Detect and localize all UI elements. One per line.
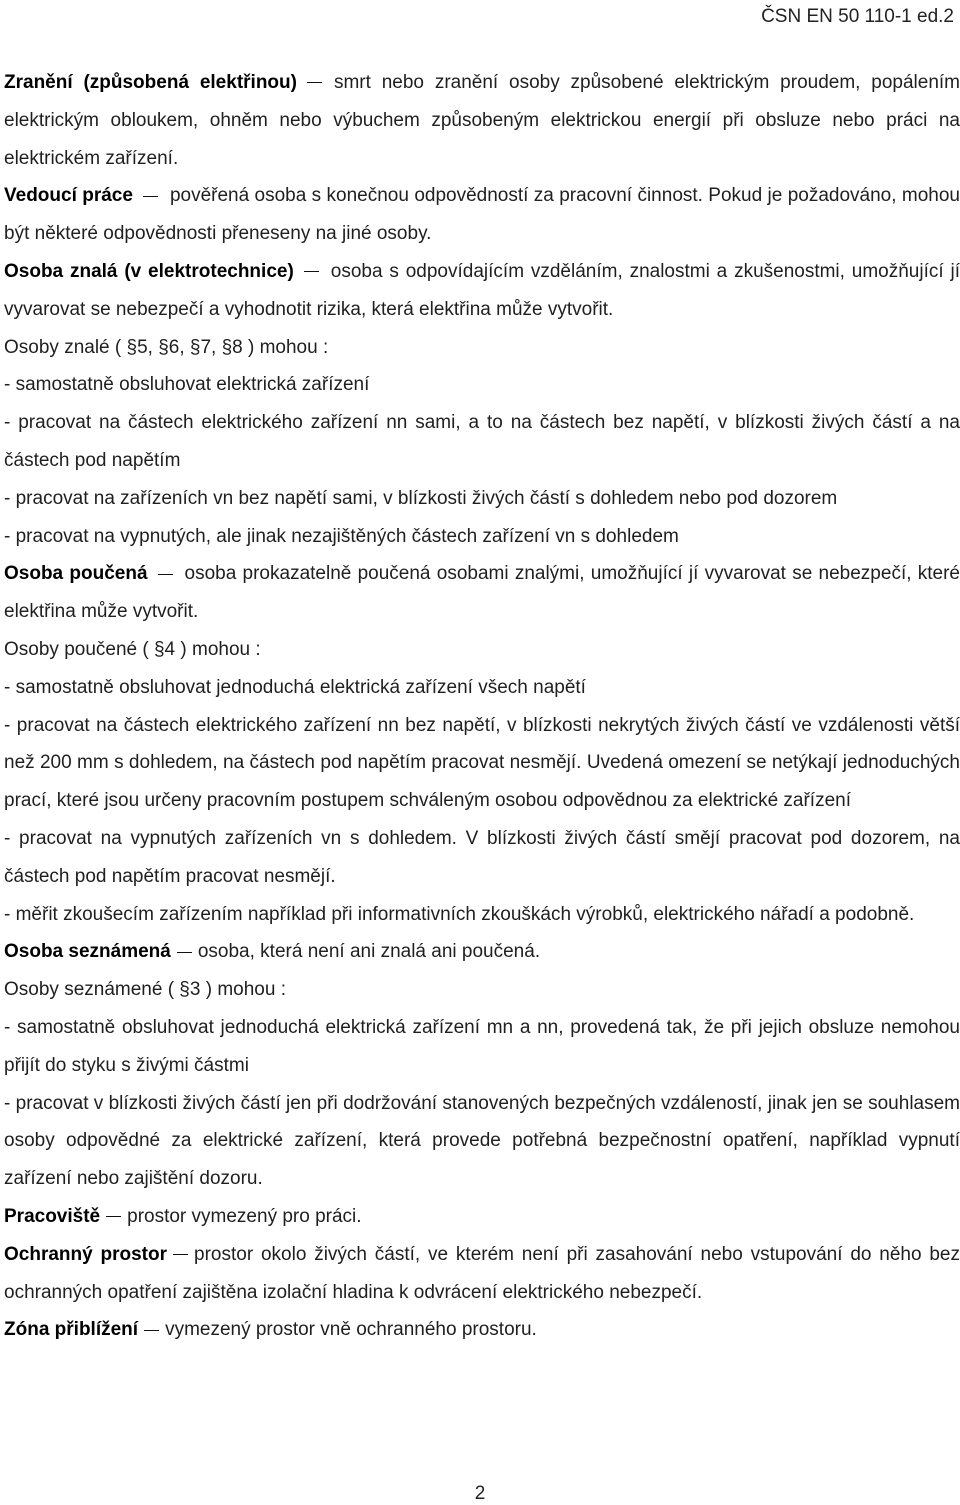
- em-dash-separator: [158, 574, 173, 575]
- text-paragraph: [4, 1085, 960, 1198]
- paragraph-text: prostor okolo živých částí, ve kterém není při zasahování nebo vstupování do něho bez ochranných opatření zajištěna izolační hladina k odvrácení elektrického nebezpečí.: [4, 1243, 960, 1303]
- definition-paragraph: [4, 933, 960, 971]
- paragraph-text: - měřit zkoušecím zařízením například při informativních zkouškách výrobků, elektrického nářadí a podobně.: [4, 903, 915, 925]
- paragraph-text: Osoby znalé ( §5, §6, §7, §8 ) mohou :: [4, 336, 329, 358]
- paragraph-text: - pracovat na vypnutých, ale jinak nezajištěných částech zařízení vn s dohledem: [4, 525, 679, 547]
- text-paragraph: [4, 1009, 960, 1085]
- paragraph-text: - samostatně obsluhovat jednoduchá elektrická zařízení mn a nn, provedená tak, že při jejich obsluze nemohou přijít do styku s živými částmi: [4, 1016, 960, 1076]
- paragraph-text: - pracovat na zařízeních vn bez napětí sami, v blízkosti živých částí s dohledem nebo pod dozorem: [4, 487, 838, 509]
- em-dash-separator: [106, 1216, 121, 1217]
- text-paragraph: [4, 971, 960, 1009]
- em-dash-separator: [144, 1330, 159, 1331]
- paragraph-text: pověřená osoba s konečnou odpovědností za pracovní činnost. Pokud je požadováno, mohou být některé odpovědnosti přeneseny na jiné osoby.: [4, 185, 960, 245]
- defined-term: Osoba znalá (v elektrotechnice): [4, 260, 294, 282]
- defined-term: Pracoviště: [4, 1205, 101, 1227]
- definition-paragraph: [4, 64, 960, 177]
- paragraph-text: osoba, která není ani znalá ani poučená.: [197, 941, 541, 963]
- em-dash-separator: [307, 82, 322, 83]
- text-paragraph: [4, 329, 960, 367]
- definition-paragraph: [4, 253, 960, 329]
- text-paragraph: [4, 820, 960, 896]
- paragraph-text: vymezený prostor vně ochranného prostoru.: [165, 1319, 537, 1341]
- text-paragraph: [4, 669, 960, 707]
- em-dash-separator: [173, 1254, 188, 1255]
- text-paragraph: [4, 518, 960, 556]
- em-dash-separator: [143, 196, 158, 197]
- text-paragraph: [4, 404, 960, 480]
- paragraph-text: Osoby poučené ( §4 ) mohou :: [4, 638, 261, 660]
- paragraph-text: - samostatně obsluhovat elektrická zařízení: [4, 374, 370, 396]
- text-paragraph: [4, 366, 960, 404]
- em-dash-separator: [177, 952, 192, 953]
- document-header: ČSN EN 50 110-1 ed.2: [761, 6, 954, 27]
- definition-paragraph: [4, 555, 960, 631]
- page-number: 2: [474, 1483, 486, 1504]
- paragraph-text: osoba s odpovídajícím vzděláním, znalostmi a zkušenostmi, umožňující jí vyvarovat se nebezpečí a vyhodnotit rizika, která elektřina může vytvořit.: [4, 260, 960, 320]
- text-paragraph: [4, 707, 960, 820]
- defined-term: Osoba seznámená: [4, 941, 171, 963]
- paragraph-text: Osoby seznámené ( §3 ) mohou :: [4, 979, 286, 1001]
- defined-term: Ochranný prostor: [4, 1243, 168, 1265]
- paragraph-text: osoba prokazatelně poučená osobami znalými, umožňující jí vyvarovat se nebezpečí, které elektřina může vytvořit.: [4, 563, 960, 623]
- paragraph-text: - samostatně obsluhovat jednoduchá elektrická zařízení všech napětí: [4, 676, 586, 698]
- defined-term: Vedoucí práce: [4, 185, 133, 207]
- text-paragraph: [4, 631, 960, 669]
- em-dash-separator: [304, 271, 319, 272]
- definition-paragraph: [4, 177, 960, 253]
- paragraph-text: - pracovat na částech elektrického zařízení nn sami, a to na částech bez napětí, v blízkosti živých částí a na částech pod napětím: [4, 412, 960, 471]
- definition-paragraph: [4, 1311, 960, 1349]
- definition-paragraph: [4, 1198, 960, 1236]
- defined-term: Zranění (způsobená elektřinou): [4, 72, 297, 93]
- defined-term: Zóna přiblížení: [4, 1319, 139, 1341]
- paragraph-text: - pracovat na vypnutých zařízeních vn s dohledem. V blízkosti živých částí smějí pracovat pod dozorem, na částech pod napětím pracovat nesmějí.: [4, 827, 960, 887]
- text-paragraph: [4, 896, 960, 934]
- paragraph-text: smrt nebo zranění osoby způsobené elektrickým proudem, popálením elektrickým obloukem, ohněm nebo výbuchem způsobeným elektrickou energií při obsluze nebo práci na elektrickém zařízení.: [4, 72, 960, 169]
- paragraph-text: prostor vymezený pro práci.: [127, 1205, 362, 1227]
- defined-term: Osoba poučená: [4, 563, 148, 585]
- definition-paragraph: [4, 1236, 960, 1312]
- paragraph-text: - pracovat v blízkosti živých částí jen při dodržování stanovených bezpečných vzdáleností, jinak jen se souhlasem osoby odpovědné za elektrické zařízení, která provede potřebná bezpečnostní opatření, například vypnutí zařízení nebo zajištění dozoru.: [4, 1092, 960, 1190]
- text-paragraph: [4, 480, 960, 518]
- paragraph-text: - pracovat na částech elektrického zařízení nn bez napětí, v blízkosti nekrytých živých částí ve vzdálenosti větší než 200 mm s dohledem, na částech pod napětím pracovat nesmějí. Uvedená omezení se netýkají jednoduchých prací, které jsou určeny pracovním postupem schváleným osobou odpovědnou za elektrické zařízení: [4, 714, 960, 812]
- document-body: [4, 64, 960, 1349]
